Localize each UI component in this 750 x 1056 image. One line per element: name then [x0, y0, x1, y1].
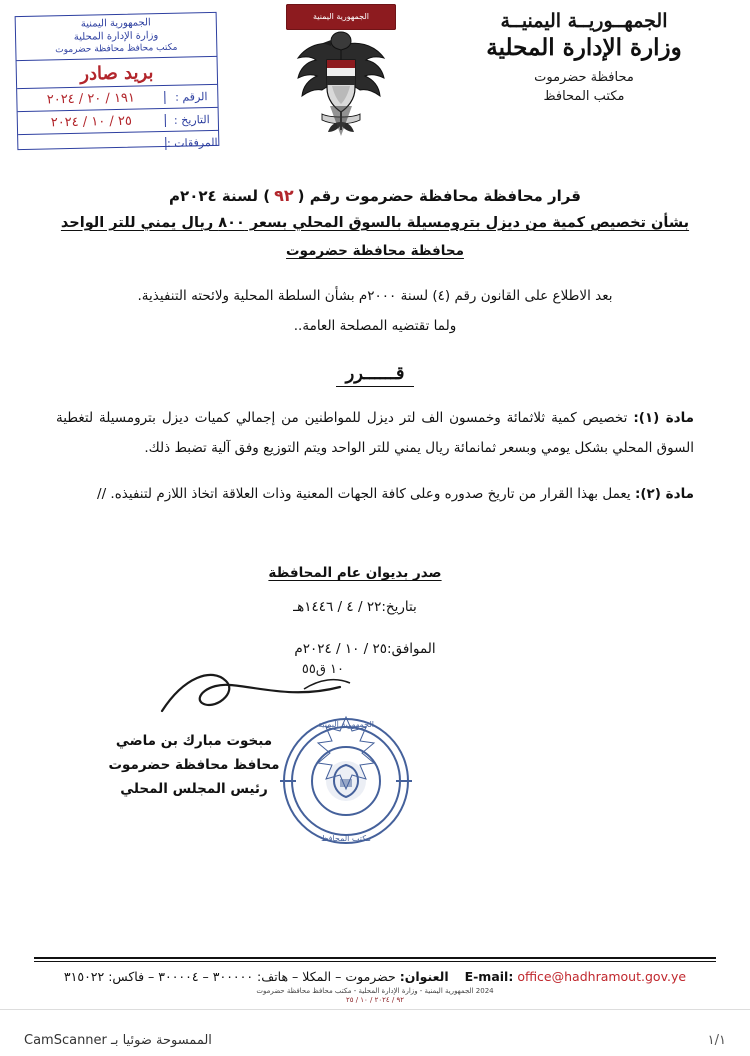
signatory-role-1: محافظ محافظة حضرموت: [108, 757, 280, 773]
document-subject: بشأن تخصيص كمية من ديزل بترومسيلة بالسوق المحلي بسعر ٨٠٠ ريال يمني للتر الواحد: [60, 215, 690, 231]
footer-email-label: E-mail:: [464, 969, 514, 984]
document-footer: [0, 957, 750, 1004]
preamble-line-2: ولما تقتضيه المصلحة العامة..: [293, 318, 457, 334]
stamp-attachments-value: [18, 143, 165, 146]
republic-title: الجمهــوريــة اليمنيــة: [500, 10, 668, 32]
office-subtitle: مكتب المحافظ: [543, 89, 625, 104]
title-suffix: ) لسنة ٢٠٢٤م: [169, 187, 271, 205]
decision-keyword-text: قــــــرر: [336, 363, 415, 387]
document-body: [0, 281, 750, 509]
header-ministry-block: [434, 10, 734, 104]
issued-at-line: صدر بديوان عام المحافظة: [268, 565, 442, 581]
decision-keyword: [56, 363, 694, 387]
article-1-text: تخصيص كمية ثلاثمائة وخمسون الف لتر ديزل للمواطنين من إجمالي كميات ديزل بترومسيلة لتغطية السوق المحلي بشكل يومي وبسعر ثمانمائة ريال يمني للتر الواحد ويتم التوزيع وفق آلية تضبط ذلك.: [56, 410, 694, 456]
hijri-date-line: بتاريخ:٢٢ / ٤ / ١٤٤٦هـ: [293, 599, 417, 615]
scanner-footer: [0, 1033, 750, 1048]
governorate-heading: محافظة محافظة حضرموت: [286, 243, 464, 259]
article-1: [56, 403, 694, 463]
stamp-date-value: ٢٥ / ١٠ / ٢٠٢٤: [50, 113, 133, 130]
footer-address-label: العنوان:: [399, 969, 449, 984]
yemen-eagle-emblem-icon: [286, 4, 396, 154]
document-header: [0, 0, 750, 160]
title-prefix: قرار محافظة محافظة حضرموت رقم (: [297, 187, 581, 205]
ministry-title: وزارة الإدارة المحلية: [486, 34, 682, 61]
eagle-icon: [292, 26, 390, 138]
stamp-org-line3: مكتب محافظ محافظة حضرموت: [55, 42, 178, 56]
stamp-attachments-label: المرفقات :: [166, 135, 218, 150]
governorate-subtitle: محافظة حضرموت: [534, 70, 634, 85]
footer-divider: [0, 1009, 750, 1010]
page-title: [0, 186, 750, 205]
stamp-org-block: [16, 13, 217, 61]
signature-area: [56, 662, 694, 857]
emblem-banner-label: الجمهورية اليمنية: [286, 4, 396, 30]
stamp-top-text: الجمهورية اليمنية: [317, 720, 375, 729]
signatory-block: [54, 729, 334, 801]
footer-rule-thick: [34, 957, 716, 959]
stamp-row-attachments: [18, 131, 218, 157]
stamp-number-value: ١٩١ / ٢٠ / ٢٠٢٤: [46, 90, 136, 107]
gregorian-date-line: الموافق:٢٥ / ١٠ / ٢٠٢٤م: [294, 641, 436, 657]
svg-text:١٠ ق٥٥: ١٠ ق٥٥: [301, 662, 344, 677]
title-block: [0, 186, 750, 231]
article-1-label: مادة (١):: [633, 410, 695, 426]
stamp-title: بريد صادر: [17, 57, 218, 89]
stamp-date-label: التاريخ :: [165, 112, 218, 126]
camscanner-note: الممسوحة ضوئيا بـ CamScanner: [24, 1033, 212, 1048]
signatory-name: مبخوت مبارك بن ماضي: [115, 733, 273, 749]
signatory-role-2: رئيس المجلس المحلي: [120, 781, 268, 797]
article-2-text: يعمل بهذا القرار من تاريخ صدوره وعلى كافة الجهات المعنية وذات العلاقة اتخاذ اللازم لتنفيذه. //: [97, 486, 631, 502]
signature-block: [0, 565, 750, 857]
footer-rule-thin: [34, 961, 716, 962]
stamp-org-line2: وزارة الإدارة المحلية: [73, 30, 159, 43]
stamp-bottom-text: مكتب المحافظ: [321, 834, 371, 843]
footer-micro-line-2: ٩٢ / ٢٠٢٤ / ١٠ / ٢٥: [345, 996, 405, 1004]
stamp-number-label: الرقم :: [164, 89, 217, 103]
footer-address-value: حضرموت – المكلا – هاتف: ٣٠٠٠٠٠ – ٣٠٠٠٠٤ – فاكس: ٣١٥٠٢٢: [63, 969, 396, 984]
decision-number: ٩٢: [274, 186, 294, 205]
preamble-line-1: بعد الاطلاع على القانون رقم (٤) لسنة ٢٠٠٠م بشأن السلطة المحلية ولائحته التنفيذية.: [137, 288, 613, 304]
footer-micro-line-1: 2024 الجمهورية اليمنية - وزارة الإدارة المحلية - مكتب محافظ محافظة حضرموت: [256, 987, 494, 995]
outgoing-mail-stamp: [15, 12, 220, 150]
article-2: [56, 479, 694, 509]
footer-contact-line: [0, 969, 750, 984]
article-2-label: مادة (٢):: [634, 486, 694, 502]
footer-email-value[interactable]: office@hadhramout.gov.ye: [517, 969, 687, 984]
page-number: ١/١: [707, 1033, 726, 1048]
stamp-org-line1: الجمهورية اليمنية: [80, 17, 151, 30]
